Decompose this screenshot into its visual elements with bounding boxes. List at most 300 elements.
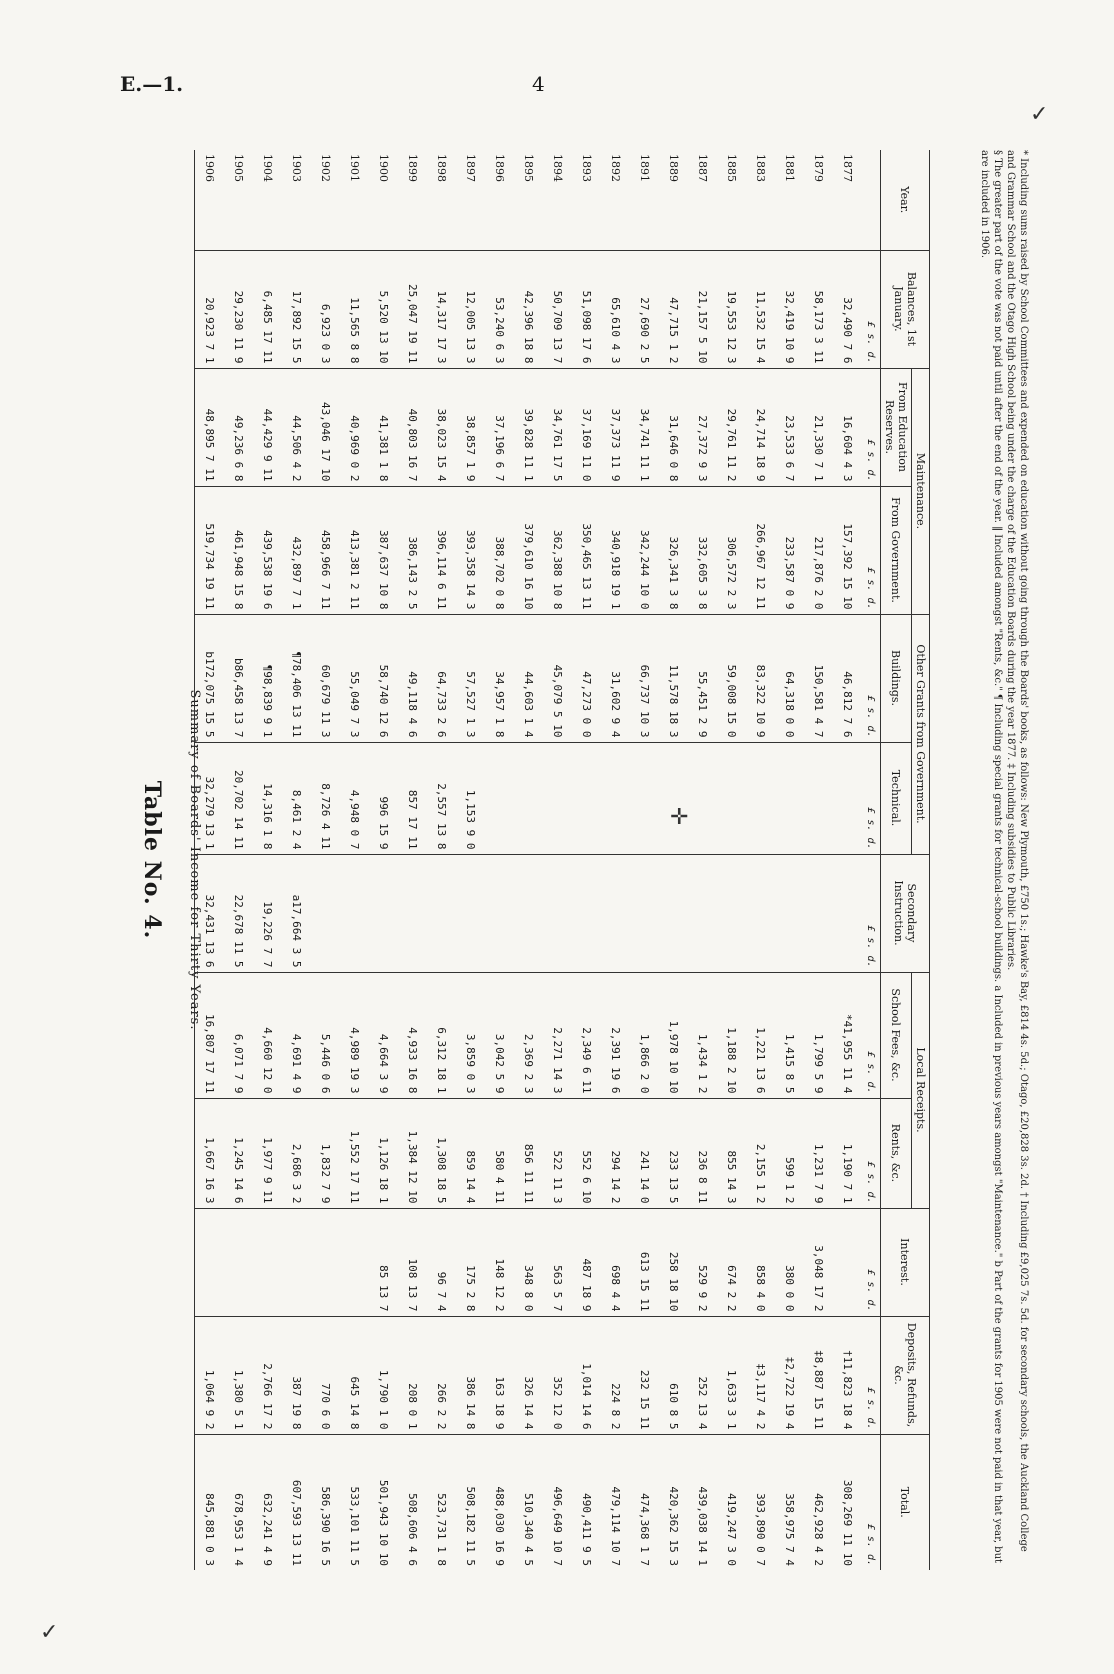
value-cell <box>485 742 514 854</box>
value-cell: 25,047 19 11 <box>398 250 427 368</box>
value-cell: 386,143 2 5 <box>398 486 427 614</box>
table-body <box>195 150 881 1570</box>
value-cell: 34,741 11 1 <box>630 368 659 486</box>
value-cell: 632,241 4 9 <box>253 1434 282 1570</box>
units-row <box>862 150 881 1570</box>
value-cell: 37,196 6 7 <box>485 368 514 486</box>
value-cell: 523,731 1 8 <box>427 1434 456 1570</box>
value-cell: 1,064 9 2 <box>195 1316 225 1434</box>
table-row <box>746 150 775 1570</box>
value-cell: 488,030 16 9 <box>485 1434 514 1570</box>
value-cell <box>659 742 688 854</box>
table-row <box>282 150 311 1570</box>
table-row <box>775 150 804 1570</box>
value-cell: 461,948 15 8 <box>224 486 253 614</box>
value-cell: 4,989 19 3 <box>340 972 369 1098</box>
value-cell <box>572 742 601 854</box>
value-cell: 1,978 10 10 <box>659 972 688 1098</box>
value-cell: 66,737 10 3 <box>630 614 659 742</box>
year-cell: 1896 <box>493 154 506 182</box>
table-row <box>543 150 572 1570</box>
value-cell: 232 15 11 <box>630 1316 659 1434</box>
value-cell: 27,690 2 5 <box>630 250 659 368</box>
year-cell: 1879 <box>812 154 825 182</box>
table-row <box>311 150 340 1570</box>
value-cell: 674 2 2 <box>717 1208 746 1316</box>
table-row <box>717 150 746 1570</box>
col-total: Total. <box>881 1434 930 1570</box>
value-cell: 845,881 0 3 <box>195 1434 225 1570</box>
value-cell: 462,928 4 2 <box>804 1434 833 1570</box>
value-cell: 858 4 0 <box>746 1208 775 1316</box>
table-row <box>833 150 862 1570</box>
value-cell: 490,411 9 5 <box>572 1434 601 1570</box>
value-cell: 22,678 11 5 <box>224 854 253 972</box>
value-cell: 224 8 2 <box>601 1316 630 1434</box>
value-cell: 340,918 19 1 <box>601 486 630 614</box>
group-local-receipts: Local Receipts. <box>912 972 930 1208</box>
units-cell: £ s. d. <box>862 250 881 368</box>
value-cell: 60,679 11 3 <box>311 614 340 742</box>
value-cell: ¶78,406 13 11 <box>282 614 311 742</box>
value-cell <box>253 1208 282 1316</box>
table-row <box>398 150 427 1570</box>
value-cell: 586,390 16 5 <box>311 1434 340 1570</box>
value-cell <box>195 1208 225 1316</box>
value-cell: 57,527 1 3 <box>456 614 485 742</box>
value-cell: 40,969 0 2 <box>340 368 369 486</box>
table-row <box>369 150 398 1570</box>
value-cell: 34,957 1 8 <box>485 614 514 742</box>
table-row <box>804 150 833 1570</box>
group-maintenance: Maintenance. <box>912 368 930 614</box>
value-cell: 4,948 0 7 <box>340 742 369 854</box>
value-cell: 396,114 6 11 <box>427 486 456 614</box>
value-cell: 698 4 4 <box>601 1208 630 1316</box>
footnotes <box>978 150 1030 1570</box>
value-cell: 508,606 4 6 <box>398 1434 427 1570</box>
value-cell: 1,380 5 1 <box>224 1316 253 1434</box>
value-cell: 388,702 0 8 <box>485 486 514 614</box>
value-cell <box>485 854 514 972</box>
value-cell: 1,866 2 0 <box>630 972 659 1098</box>
value-cell: 14,317 17 3 <box>427 250 456 368</box>
year-cell: 1903 <box>290 154 303 182</box>
value-cell: 2,349 6 11 <box>572 972 601 1098</box>
value-cell: 4,691 4 9 <box>282 972 311 1098</box>
value-cell: 5,520 13 10 <box>369 250 398 368</box>
value-cell: 32,431 13 6 <box>195 854 225 972</box>
value-cell: 458,966 7 11 <box>311 486 340 614</box>
value-cell: 610 8 5 <box>659 1316 688 1434</box>
value-cell: 34,761 17 5 <box>543 368 572 486</box>
value-cell: 11,565 8 8 <box>340 250 369 368</box>
value-cell <box>804 854 833 972</box>
value-cell: 4,933 16 8 <box>398 972 427 1098</box>
value-cell: 49,236 6 8 <box>224 368 253 486</box>
value-cell <box>833 742 862 854</box>
value-cell: 85 13 7 <box>369 1208 398 1316</box>
value-cell: 38,857 1 9 <box>456 368 485 486</box>
col-secondary: Secondary Instruction. <box>881 854 930 972</box>
year-cell: 1894 <box>551 154 564 182</box>
value-cell: 44,506 4 2 <box>282 368 311 486</box>
value-cell <box>601 854 630 972</box>
value-cell: 19,553 12 3 <box>717 250 746 368</box>
value-cell: 6,312 18 1 <box>427 972 456 1098</box>
value-cell: 31,646 0 8 <box>659 368 688 486</box>
value-cell: 24,714 18 9 <box>746 368 775 486</box>
value-cell: 1,308 18 5 <box>427 1098 456 1208</box>
value-cell: 37,373 11 9 <box>601 368 630 486</box>
value-cell: 855 14 3 <box>717 1098 746 1208</box>
value-cell: 217,876 2 0 <box>804 486 833 614</box>
value-cell: 479,114 10 7 <box>601 1434 630 1570</box>
value-cell <box>572 854 601 972</box>
value-cell: 47,715 1 2 <box>659 250 688 368</box>
col-rents: Rents, &c. <box>881 1098 912 1208</box>
value-cell: 241 14 0 <box>630 1098 659 1208</box>
value-cell: 2,766 17 2 <box>253 1316 282 1434</box>
value-cell: 2,391 19 6 <box>601 972 630 1098</box>
value-cell: 1,153 9 0 <box>456 742 485 854</box>
value-cell: 770 6 0 <box>311 1316 340 1434</box>
value-cell: 350,465 13 11 <box>572 486 601 614</box>
value-cell: ‡3,117 4 2 <box>746 1316 775 1434</box>
value-cell: 474,368 1 7 <box>630 1434 659 1570</box>
value-cell: 6,071 7 9 <box>224 972 253 1098</box>
value-cell: 439,538 19 6 <box>253 486 282 614</box>
value-cell <box>543 742 572 854</box>
value-cell: 65,610 4 3 <box>601 250 630 368</box>
value-cell: 150,581 4 7 <box>804 614 833 742</box>
value-cell: 348 8 0 <box>514 1208 543 1316</box>
value-cell: 53,240 6 3 <box>485 250 514 368</box>
value-cell <box>340 1208 369 1316</box>
value-cell: 326 14 4 <box>514 1316 543 1434</box>
units-cell: £ s. d. <box>862 742 881 854</box>
scan-mark: ✓ <box>1030 102 1049 127</box>
value-cell: 16,604 4 3 <box>833 368 862 486</box>
value-cell: 46,812 7 6 <box>833 614 862 742</box>
value-cell: 20,702 14 11 <box>224 742 253 854</box>
year-cell: 1897 <box>464 154 477 182</box>
value-cell <box>717 742 746 854</box>
value-cell: 420,362 15 3 <box>659 1434 688 1570</box>
col-reserves: From Education Reserves. <box>881 368 912 486</box>
value-cell: 44,603 1 4 <box>514 614 543 742</box>
value-cell <box>630 742 659 854</box>
value-cell: 419,247 3 0 <box>717 1434 746 1570</box>
value-cell: 20,923 7 1 <box>195 250 225 368</box>
table-row <box>253 150 282 1570</box>
table-row <box>514 150 543 1570</box>
value-cell: 1,190 7 1 <box>833 1098 862 1208</box>
units-cell: £ s. d. <box>862 1098 881 1208</box>
group-other-grants: Other Grants from Government. <box>912 614 930 854</box>
col-balances: Balances, 1st January. <box>881 250 930 368</box>
year-cell: 1902 <box>319 154 332 182</box>
year-cell: 1900 <box>377 154 390 182</box>
value-cell <box>514 742 543 854</box>
value-cell: 23,533 6 7 <box>775 368 804 486</box>
units-cell: £ s. d. <box>862 854 881 972</box>
value-cell: 308,269 11 10 <box>833 1434 862 1570</box>
year-cell: 1899 <box>406 154 419 182</box>
table-row <box>195 150 225 1570</box>
table-row <box>427 150 456 1570</box>
value-cell: 439,038 14 1 <box>688 1434 717 1570</box>
table-row <box>688 150 717 1570</box>
table-row <box>572 150 601 1570</box>
value-cell: 379,610 16 10 <box>514 486 543 614</box>
year-cell: 1893 <box>580 154 593 182</box>
value-cell: 40,803 16 7 <box>398 368 427 486</box>
value-cell <box>514 854 543 972</box>
value-cell <box>775 854 804 972</box>
value-cell: 258 18 10 <box>659 1208 688 1316</box>
page-series: E.—1. <box>120 72 184 96</box>
value-cell: 1,188 2 10 <box>717 972 746 1098</box>
year-cell: 1883 <box>754 154 767 182</box>
col-deposits: Deposits, Refunds, &c. <box>881 1316 930 1434</box>
value-cell <box>543 854 572 972</box>
value-cell: 236 8 11 <box>688 1098 717 1208</box>
value-cell: 859 14 4 <box>456 1098 485 1208</box>
value-cell: 49,118 4 6 <box>398 614 427 742</box>
value-cell: ‡2,722 19 4 <box>775 1316 804 1434</box>
value-cell: 580 4 11 <box>485 1098 514 1208</box>
value-cell <box>311 854 340 972</box>
value-cell: †11,823 18 4 <box>833 1316 862 1434</box>
value-cell: 342,244 10 0 <box>630 486 659 614</box>
units-cell <box>862 150 881 250</box>
value-cell: 17,892 15 5 <box>282 250 311 368</box>
value-cell: 552 6 10 <box>572 1098 601 1208</box>
year-cell: 1892 <box>609 154 622 182</box>
value-cell: 393,890 0 7 <box>746 1434 775 1570</box>
value-cell: 678,953 1 4 <box>224 1434 253 1570</box>
value-cell: 38,023 15 4 <box>427 368 456 486</box>
value-cell: 2,369 2 3 <box>514 972 543 1098</box>
page-number: 4 <box>532 72 545 96</box>
value-cell: *41,955 11 4 <box>833 972 862 1098</box>
value-cell: 6,923 0 3 <box>311 250 340 368</box>
value-cell <box>311 1208 340 1316</box>
value-cell <box>833 1208 862 1316</box>
value-cell: 208 0 1 <box>398 1316 427 1434</box>
value-cell <box>659 854 688 972</box>
value-cell <box>398 854 427 972</box>
value-cell: 1,977 9 11 <box>253 1098 282 1208</box>
value-cell <box>224 1208 253 1316</box>
value-cell: 14,316 1 8 <box>253 742 282 854</box>
value-cell: 645 14 8 <box>340 1316 369 1434</box>
value-cell: 996 15 9 <box>369 742 398 854</box>
table-row <box>485 150 514 1570</box>
value-cell: ¶98,839 9 1 <box>253 614 282 742</box>
value-cell <box>746 854 775 972</box>
value-cell: 1,231 7 9 <box>804 1098 833 1208</box>
value-cell: 393,358 14 3 <box>456 486 485 614</box>
value-cell: 163 18 9 <box>485 1316 514 1434</box>
value-cell: 29,230 11 9 <box>224 250 253 368</box>
value-cell: 3,042 5 9 <box>485 972 514 1098</box>
value-cell: 59,008 15 0 <box>717 614 746 742</box>
year-cell: 1895 <box>522 154 535 182</box>
year-cell: 1885 <box>725 154 738 182</box>
value-cell: 41,381 1 8 <box>369 368 398 486</box>
table-row <box>456 150 485 1570</box>
value-cell: 332,605 3 8 <box>688 486 717 614</box>
value-cell: 11,578 18 3 <box>659 614 688 742</box>
table-row <box>340 150 369 1570</box>
value-cell: 1,633 3 1 <box>717 1316 746 1434</box>
col-interest: Interest. <box>881 1208 930 1316</box>
value-cell: 326,341 3 8 <box>659 486 688 614</box>
units-cell: £ s. d. <box>862 1316 881 1434</box>
value-cell: 1,014 14 6 <box>572 1316 601 1434</box>
value-cell: 358,975 7 4 <box>775 1434 804 1570</box>
value-cell <box>833 854 862 972</box>
value-cell <box>427 854 456 972</box>
value-cell: 64,733 2 6 <box>427 614 456 742</box>
value-cell: 1,667 16 3 <box>195 1098 225 1208</box>
value-cell: 352 12 0 <box>543 1316 572 1434</box>
col-technical: Technical. <box>881 742 912 854</box>
income-table-wrap <box>203 150 930 1570</box>
value-cell: 148 12 2 <box>485 1208 514 1316</box>
value-cell: 413,381 2 11 <box>340 486 369 614</box>
value-cell: 51,098 17 6 <box>572 250 601 368</box>
value-cell: 96 7 4 <box>427 1208 456 1316</box>
value-cell <box>775 742 804 854</box>
value-cell: 1,799 5 9 <box>804 972 833 1098</box>
value-cell: 43,046 17 10 <box>311 368 340 486</box>
value-cell: 2,155 1 2 <box>746 1098 775 1208</box>
units-cell: £ s. d. <box>862 368 881 486</box>
value-cell <box>369 854 398 972</box>
value-cell: 1,245 14 6 <box>224 1098 253 1208</box>
value-cell: 157,392 15 10 <box>833 486 862 614</box>
value-cell: 32,419 10 9 <box>775 250 804 368</box>
units-cell: £ s. d. <box>862 972 881 1098</box>
units-cell: £ s. d. <box>862 1208 881 1316</box>
value-cell: 613 15 11 <box>630 1208 659 1316</box>
footnote-line: * Including sums raised by School Committees and expended on education without going through the Boards' books, as follows: New Plymouth, £750 1s.; Hawke's Bay, £814 4s. 5d.; Otago, £20,828 3s. 2d. † Including £9,025 7s. 5d. for secondary schools, the Auckland College and Grammar School and the Otago High School being under the charge of the Education Boards during the year 1877. ‡ Including subsidies to Public Libraries. <box>1005 150 1029 1552</box>
value-cell: 55,049 7 3 <box>340 614 369 742</box>
value-cell: 233 13 5 <box>659 1098 688 1208</box>
value-cell: 1,832 7 9 <box>311 1098 340 1208</box>
value-cell: 3,859 0 3 <box>456 972 485 1098</box>
value-cell: 39,828 11 1 <box>514 368 543 486</box>
value-cell <box>282 1208 311 1316</box>
value-cell: 1,221 13 6 <box>746 972 775 1098</box>
value-cell: 108 13 7 <box>398 1208 427 1316</box>
value-cell: 380 0 0 <box>775 1208 804 1316</box>
value-cell: 510,340 4 5 <box>514 1434 543 1570</box>
value-cell: 266,967 12 11 <box>746 486 775 614</box>
value-cell: 21,330 7 1 <box>804 368 833 486</box>
value-cell <box>746 742 775 854</box>
value-cell <box>688 742 717 854</box>
value-cell: 233,587 0 9 <box>775 486 804 614</box>
year-cell: 1881 <box>783 154 796 182</box>
year-cell: 1898 <box>435 154 448 182</box>
value-cell: 266 2 2 <box>427 1316 456 1434</box>
value-cell: 6,485 17 11 <box>253 250 282 368</box>
value-cell: 856 11 11 <box>514 1098 543 1208</box>
value-cell: 3,048 17 2 <box>804 1208 833 1316</box>
value-cell: 37,169 11 0 <box>572 368 601 486</box>
col-year: Year. <box>881 150 930 250</box>
value-cell: 29,761 11 2 <box>717 368 746 486</box>
table-title: Table No. 4. <box>139 780 165 940</box>
value-cell: 44,429 9 11 <box>253 368 282 486</box>
value-cell: 4,660 12 0 <box>253 972 282 1098</box>
scan-mark: ✛ <box>670 805 689 830</box>
year-cell: 1901 <box>348 154 361 182</box>
value-cell: 1,126 18 1 <box>369 1098 398 1208</box>
value-cell: 21,157 5 10 <box>688 250 717 368</box>
value-cell: 2,271 14 3 <box>543 972 572 1098</box>
value-cell: 508,182 11 5 <box>456 1434 485 1570</box>
units-cell: £ s. d. <box>862 614 881 742</box>
value-cell: 519,734 19 11 <box>195 486 225 614</box>
value-cell: 83,322 10 9 <box>746 614 775 742</box>
table-row <box>601 150 630 1570</box>
value-cell: 8,461 2 4 <box>282 742 311 854</box>
value-cell <box>456 854 485 972</box>
scan-mark: ✓ <box>40 1620 59 1645</box>
value-cell: 1,552 17 11 <box>340 1098 369 1208</box>
value-cell: 12,005 13 3 <box>456 250 485 368</box>
value-cell: 11,532 15 4 <box>746 250 775 368</box>
value-cell: 501,943 10 10 <box>369 1434 398 1570</box>
rotated-table-region <box>130 130 1040 1590</box>
year-cell: 1905 <box>232 154 245 182</box>
year-cell: 1906 <box>195 150 225 250</box>
value-cell: 58,740 12 6 <box>369 614 398 742</box>
value-cell: 432,897 7 1 <box>282 486 311 614</box>
value-cell: 55,451 2 9 <box>688 614 717 742</box>
table-subtitle: Summary of Boards' Income for Thirty Years. <box>187 689 202 1031</box>
year-cell: 1904 <box>261 154 274 182</box>
value-cell <box>340 854 369 972</box>
units-cell: £ s. d. <box>862 486 881 614</box>
year-cell: 1887 <box>696 154 709 182</box>
income-table <box>194 150 930 1570</box>
value-cell: b172,075 15 5 <box>195 614 225 742</box>
value-cell: 32,490 7 6 <box>833 250 862 368</box>
value-cell: 294 14 2 <box>601 1098 630 1208</box>
value-cell: 5,446 0 6 <box>311 972 340 1098</box>
value-cell: 857 17 11 <box>398 742 427 854</box>
footnote-line: § The greater part of the vote was not paid until after the end of the year. ‖ Included amongst "Rents, &c." ¶ Including special grants for technical-school buildings. a Included in previous years amongst "Maintenance." b Part of the grants for 1905 were not paid in that year, but are included in 1906. <box>979 150 1003 1564</box>
value-cell: 533,101 11 5 <box>340 1434 369 1570</box>
col-buildings: Buildings. <box>881 614 912 742</box>
value-cell <box>804 742 833 854</box>
year-cell: 1877 <box>841 154 854 182</box>
value-cell: 175 2 8 <box>456 1208 485 1316</box>
value-cell: 1,790 1 0 <box>369 1316 398 1434</box>
value-cell: 31,602 9 4 <box>601 614 630 742</box>
value-cell: 487 18 9 <box>572 1208 601 1316</box>
value-cell: 362,388 10 8 <box>543 486 572 614</box>
value-cell: 47,273 0 0 <box>572 614 601 742</box>
value-cell: a17,664 3 5 <box>282 854 311 972</box>
table-row <box>630 150 659 1570</box>
